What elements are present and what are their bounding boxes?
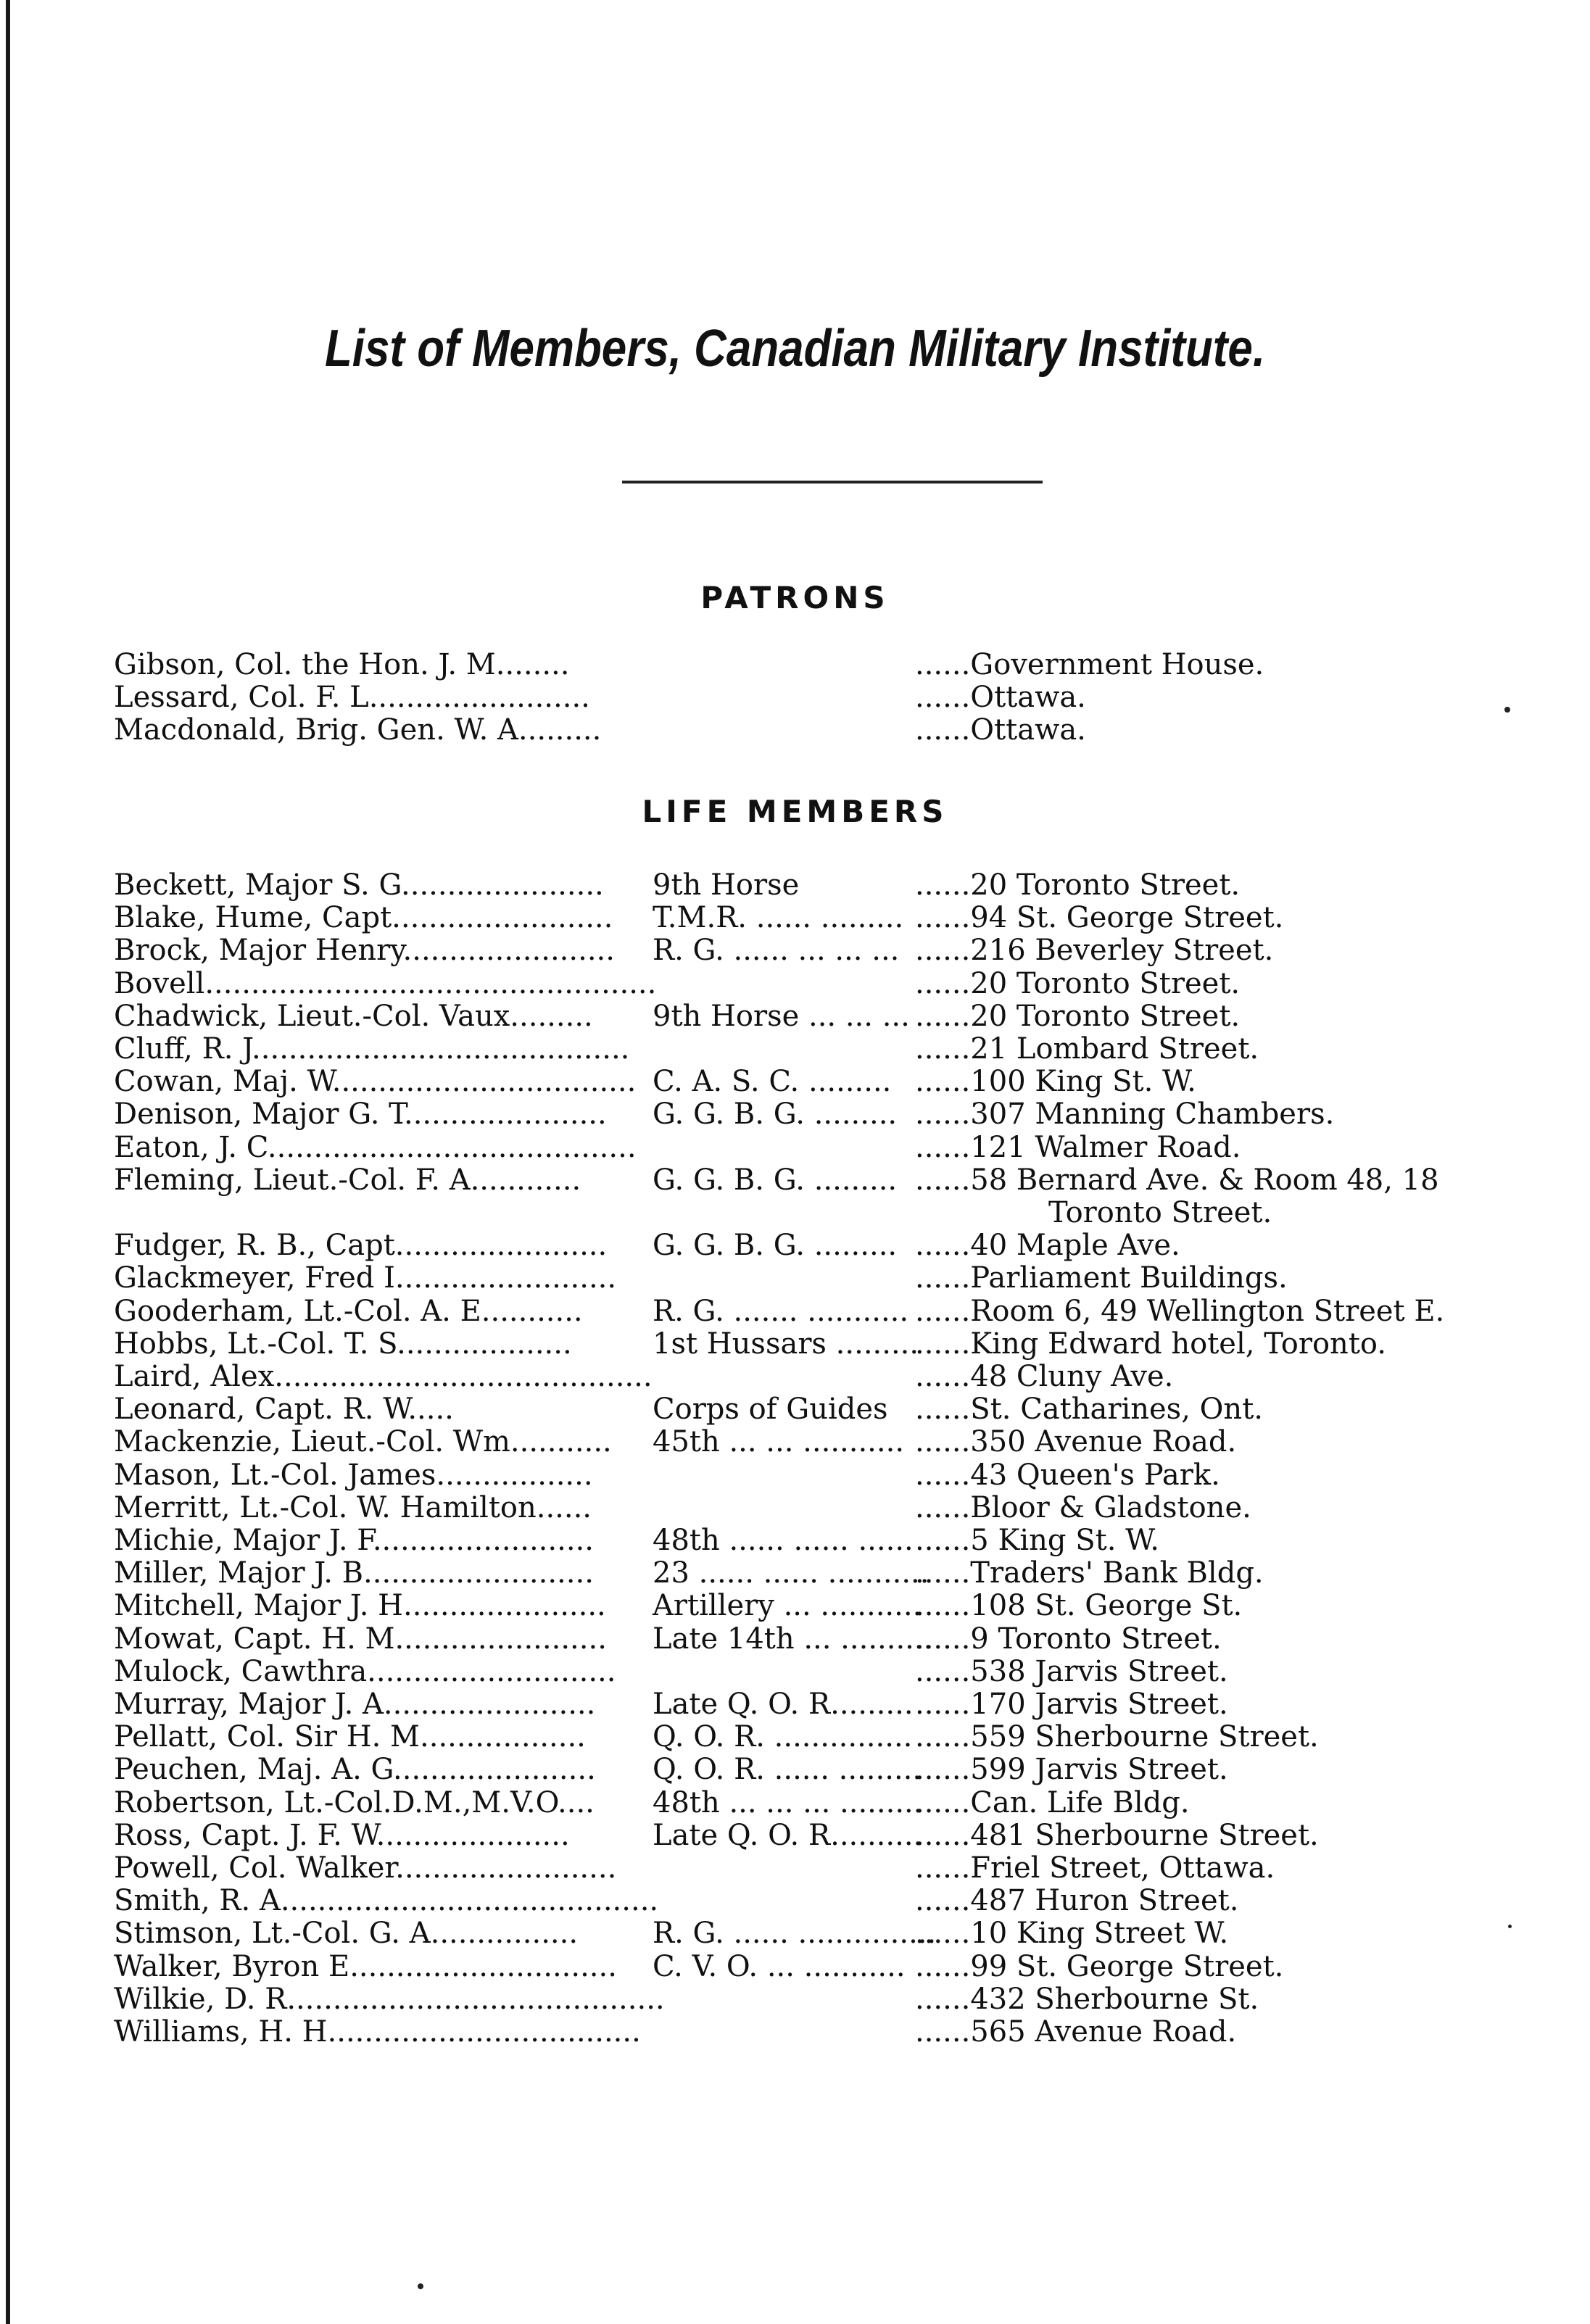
member-corps: 1st Hussars .........: [653, 1327, 919, 1361]
member-corps: G. G. B. G. .........: [653, 1163, 898, 1197]
member-address: ......216 Beverley Street.: [915, 934, 1274, 968]
member-corps: Late 14th ... ..........: [653, 1622, 933, 1656]
member-address: ......481 Sherbourne Street.: [915, 1818, 1319, 1852]
member-name: Murray, Major J. A.......................: [114, 1688, 596, 1721]
member-name: Ross, Capt. J. F. W.....................: [114, 1818, 570, 1852]
member-address: ......20 Toronto Street.: [915, 868, 1241, 902]
title-divider: [622, 481, 1043, 484]
member-corps: Corps of Guides: [653, 1393, 888, 1427]
member-address: ......Friel Street, Ottawa.: [915, 1851, 1275, 1885]
member-corps: Q. O. R. ...... .........: [653, 1753, 922, 1787]
member-name: Brock, Major Henry.......................: [114, 934, 615, 968]
member-address: ......9 Toronto Street.: [915, 1622, 1222, 1656]
member-address: ......170 Jarvis Street.: [915, 1688, 1228, 1721]
member-address: ......559 Sherbourne Street.: [915, 1720, 1319, 1754]
member-name: Bovell.................................................: [114, 966, 657, 1000]
member-name: Williams, H. H..................................: [114, 2015, 641, 2049]
member-name: Denison, Major G. T......................: [114, 1097, 607, 1132]
member-corps: Late Q. O. R..........: [653, 1818, 923, 1852]
member-name: Merritt, Lt.-Col. W. Hamilton......: [114, 1490, 592, 1524]
member-address: ......20 Toronto Street.: [915, 999, 1241, 1033]
member-address: ......Traders' Bank Bldg.: [915, 1556, 1264, 1590]
member-corps: 45th ... ... ...........: [653, 1425, 905, 1459]
member-address: ......St. Catharines, Ont.: [915, 1393, 1263, 1427]
member-address: ......94 St. George Street.: [915, 901, 1284, 935]
member-address: ......99 St. George Street.: [915, 1949, 1284, 1983]
member-corps: Late Q. O. R.........: [653, 1688, 914, 1721]
member-name: Peuchen, Maj. A. G......................: [114, 1753, 596, 1787]
member-corps: G. G. B. G. .........: [653, 1229, 898, 1263]
member-address: ......20 Toronto Street.: [915, 966, 1241, 1000]
member-address: ......48 Cluny Ave.: [915, 1360, 1174, 1393]
member-name: Blake, Hume, Capt........................: [114, 901, 613, 935]
member-corps: 48th ...... ...... ......: [653, 1524, 914, 1557]
print-speck: [1508, 1925, 1512, 1928]
member-name: Miller, Major J. B.........................: [114, 1556, 594, 1590]
member-corps: 9th Horse ... ... ...: [653, 999, 910, 1033]
member-name: Chadwick, Lieut.-Col. Vaux.........: [114, 999, 593, 1033]
member-address: ......121 Walmer Road.: [915, 1130, 1241, 1164]
member-address: ......Room 6, 49 Wellington Street E.: [915, 1294, 1445, 1328]
member-name: Powell, Col. Walker........................: [114, 1851, 617, 1885]
member-name: Smith, R. A.........................................: [114, 1884, 659, 1918]
member-address: ......Ottawa.: [915, 681, 1086, 714]
member-name: Mackenzie, Lieut.-Col. Wm...........: [114, 1425, 612, 1459]
member-corps: R. G. ...... ... ... ...: [653, 934, 900, 968]
member-name: Robertson, Lt.-Col.D.M.,M.V.O....: [114, 1785, 595, 1819]
member-corps: 48th ... ... ... .........: [653, 1785, 923, 1819]
member-corps: C. A. S. C. .........: [653, 1065, 892, 1099]
member-name: Macdonald, Brig. Gen. W. A.........: [114, 713, 602, 747]
member-corps: C. V. O. ... ...........: [653, 1949, 906, 1983]
member-name: Gooderham, Lt.-Col. A. E...........: [114, 1294, 583, 1328]
member-name: Cowan, Maj. W.................................: [114, 1065, 637, 1099]
member-name: Cluff, R. J.........................................: [114, 1032, 630, 1066]
member-name: Laird, Alex.........................................: [114, 1360, 653, 1393]
member-name: Eaton, J. C........................................: [114, 1130, 637, 1164]
member-corps: 9th Horse: [653, 868, 800, 902]
member-corps: 23 ...... ...... ...........: [653, 1556, 929, 1590]
print-speck: [1504, 707, 1510, 713]
member-address-continuation: Toronto Street.: [1048, 1196, 1272, 1229]
member-address: ......40 Maple Ave.: [915, 1229, 1180, 1263]
member-address: ......432 Sherbourne St.: [915, 1982, 1259, 2016]
member-address: ......King Edward hotel, Toronto.: [915, 1327, 1386, 1361]
member-address: ......43 Queen's Park.: [915, 1458, 1220, 1492]
member-address: ......10 King Street W.: [915, 1917, 1229, 1951]
patrons-heading: PATRONS: [700, 580, 890, 615]
member-address: ......350 Avenue Road.: [915, 1425, 1237, 1459]
member-address: ......565 Avenue Road.: [915, 2015, 1237, 2049]
member-name: Stimson, Lt.-Col. G. A................: [114, 1917, 579, 1951]
member-address: ......307 Manning Chambers.: [915, 1097, 1335, 1132]
member-corps: Artillery ... ...........: [653, 1589, 922, 1623]
member-address: ......487 Huron Street.: [915, 1884, 1239, 1918]
member-name: Mowat, Capt. H. M.......................: [114, 1622, 607, 1656]
member-name: Lessard, Col. F. L........................: [114, 681, 590, 714]
member-name: Mitchell, Major J. H......................: [114, 1589, 606, 1623]
member-address: ......599 Jarvis Street.: [915, 1753, 1228, 1787]
member-corps: R. G. ...... ...............: [653, 1917, 937, 1951]
member-name: Hobbs, Lt.-Col. T. S...................: [114, 1327, 572, 1361]
member-address: ......Government House.: [915, 648, 1264, 681]
member-address: ......538 Jarvis Street.: [915, 1654, 1228, 1688]
member-address: ......21 Lombard Street.: [915, 1032, 1259, 1066]
member-name: Beckett, Major S. G......................: [114, 868, 604, 902]
member-address: ......Parliament Buildings.: [915, 1261, 1288, 1295]
member-name: Gibson, Col. the Hon. J. M........: [114, 648, 570, 681]
member-name: Fleming, Lieut.-Col. F. A............: [114, 1163, 581, 1197]
member-name: Glackmeyer, Fred I........................: [114, 1261, 617, 1295]
member-address: ......108 St. George St.: [915, 1589, 1243, 1623]
member-name: Michie, Major J. F........................: [114, 1524, 594, 1557]
member-name: Mulock, Cawthra...........................: [114, 1654, 616, 1688]
member-address: ......58 Bernard Ave. & Room 48, 18: [915, 1163, 1439, 1197]
member-corps: T.M.R. ...... .........: [653, 901, 904, 935]
member-corps: Q. O. R. ...............: [653, 1720, 913, 1754]
page-binding-edge: [6, 0, 10, 2324]
member-corps: R. G. ....... ...........: [653, 1294, 909, 1328]
member-address: ......5 King St. W.: [915, 1524, 1159, 1557]
page-title: List of Members, Canadian Military Institute.: [324, 320, 1266, 378]
life-members-heading: LIFE MEMBERS: [642, 794, 948, 829]
member-name: Mason, Lt.-Col. James.................: [114, 1458, 593, 1492]
member-name: Walker, Byron E.............................: [114, 1949, 617, 1983]
member-address: ......Ottawa.: [915, 713, 1086, 747]
member-address: ......Can. Life Bldg.: [915, 1785, 1190, 1819]
member-address: ......100 King St. W.: [915, 1065, 1196, 1099]
member-name: Leonard, Capt. R. W.....: [114, 1393, 454, 1427]
print-speck: [418, 2283, 423, 2289]
member-name: Fudger, R. B., Capt.......................: [114, 1229, 608, 1263]
member-name: Wilkie, D. R.........................................: [114, 1982, 665, 2016]
member-address: ......Bloor & Gladstone.: [915, 1490, 1251, 1524]
member-corps: G. G. B. G. .........: [653, 1097, 898, 1132]
member-name: Pellatt, Col. Sir H. M..................: [114, 1720, 586, 1754]
